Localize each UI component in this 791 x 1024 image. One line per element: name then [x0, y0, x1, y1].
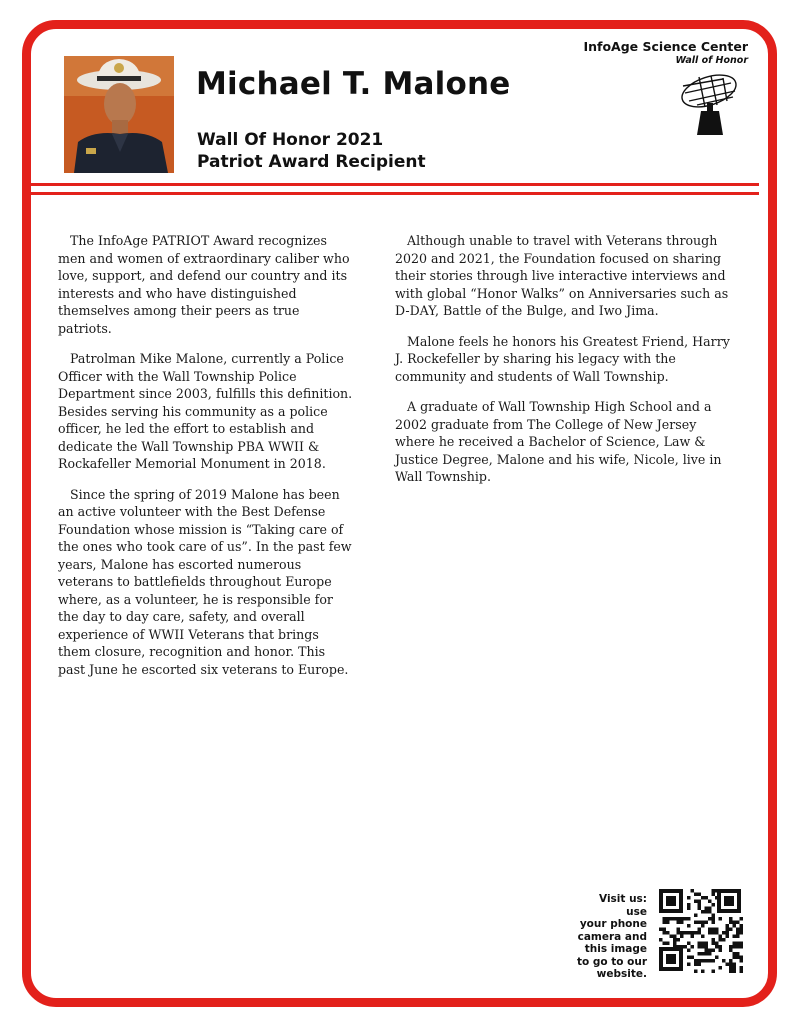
body-column-right: [395, 232, 735, 499]
satellite-dish-icon: [679, 71, 743, 143]
qr-code[interactable]: [657, 887, 743, 977]
visit-us-caption: [575, 893, 647, 981]
body-paragraph: Malone feels he honors his Greatest Friend, Harry J. Rockefeller by sharing his legacy with the community and students of Wall Township.: [395, 333, 730, 384]
body-paragraph: A graduate of Wall Township High School and a 2002 graduate from The College of New Jersey where he received a Bachelor of Science, Law & Justice Degree, Malone and his wife, Nicole, live in Wall Township.: [395, 399, 722, 484]
visit-line: Visit us: use: [599, 893, 647, 918]
award-title: Patriot Award Recipient: [197, 152, 426, 172]
honoree-name: Michael T. Malone: [196, 66, 511, 102]
body-paragraph: The InfoAge PATRIOT Award recognizes men and women of extraordinary caliber who love, support, and defend our country and its interests and who have distinguished themselves among their peers as true patriots.: [58, 233, 350, 336]
visit-line: to go to our: [576, 955, 647, 968]
portrait-photo: [64, 56, 174, 173]
body-column-left: [58, 232, 354, 691]
body-paragraph: Since the spring of 2019 Malone has been an active volunteer with the Best Defense Foundation whose mission is “Taking care of the ones who took care of us”. In the past few years, Malone has escorted numerous veterans to battlefields throughout Europe where, as a volunteer, he is responsible for the day to day care, safety, and overall experience of WWII Veterans that brings them closure, recognition and honor. This past June he escorted six veterans to Europe.: [58, 486, 352, 677]
header-divider-top: [31, 183, 759, 186]
visit-line: camera and: [577, 930, 647, 943]
organization-name: InfoAge Science Center: [583, 39, 748, 54]
header-divider-bottom: [31, 192, 759, 195]
visit-line: website.: [596, 968, 647, 980]
visit-line: this image: [584, 943, 647, 955]
body-paragraph: Although unable to travel with Veterans through 2020 and 2021, the Foundation focused on sharing their stories through live interactive interviews and with global “Honor Walks” on Anniversaries such as D-DAY, Battle of the Bulge, and Iwo Jima.: [395, 233, 729, 318]
award-subtitle: [197, 129, 426, 173]
body-paragraph: Patrolman Mike Malone, currently a Police Officer with the Wall Township Police Department since 2003, fulfills this definition. Besides serving his community as a police officer, he led the effort to establish and dedicate the Wall Township PBA WWII & Rockafeller Memorial Monument in 2018.: [58, 351, 353, 471]
organization-subtitle: Wall of Honor: [675, 55, 748, 66]
organization-block: [583, 39, 748, 66]
visit-line: your phone: [579, 918, 647, 930]
award-year: Wall Of Honor 2021: [197, 130, 384, 150]
